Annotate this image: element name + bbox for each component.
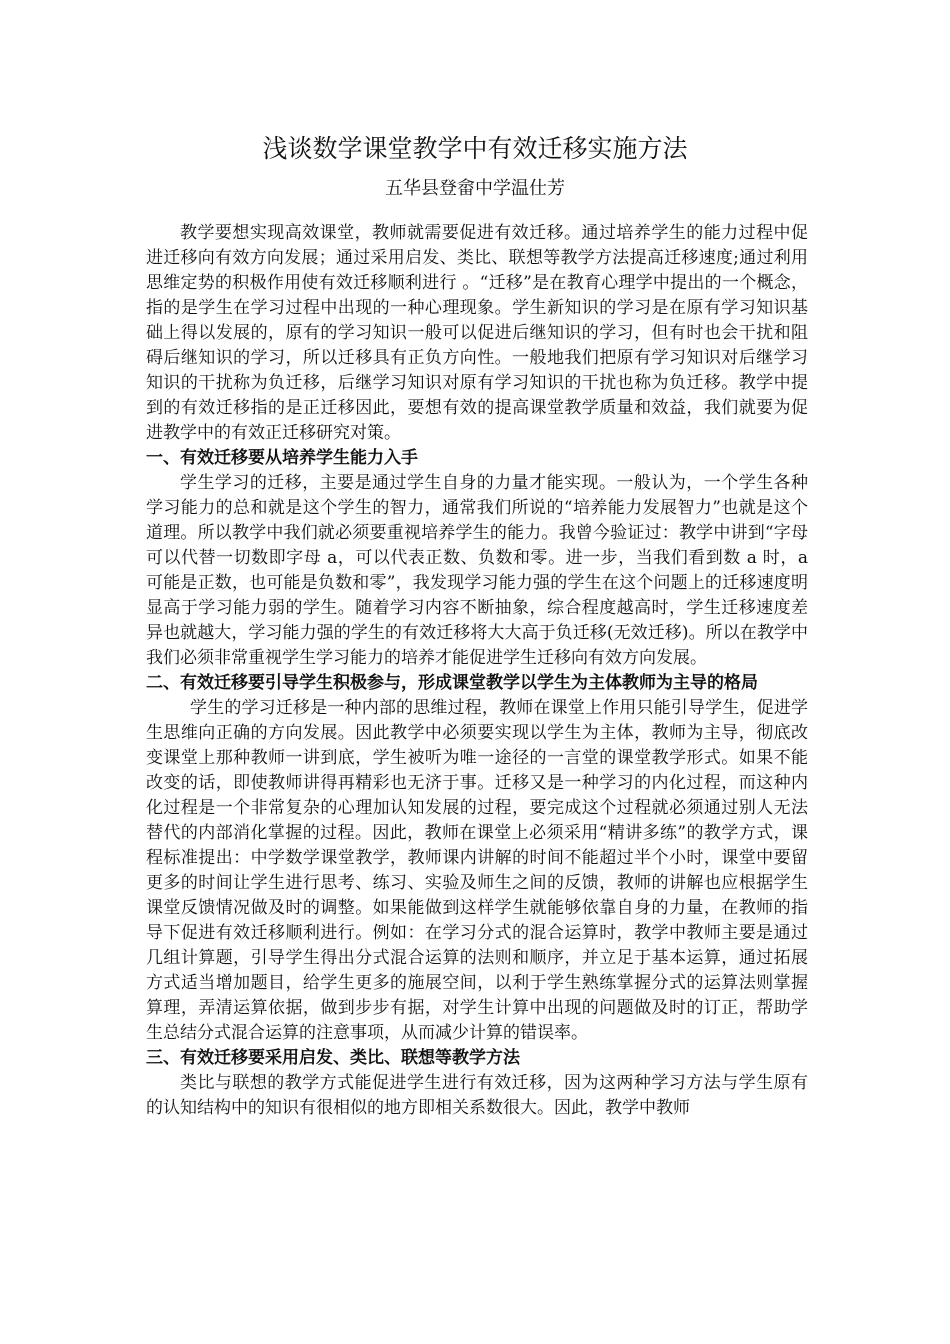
intro-paragraph: 教学要想实现高效课堂，教师就需要促进有效迁移。通过培养学生的能力过程中促进迁移向有效方向发展；通过采用启发、类比、联想等教学方法提高迁移速度;通过利用思维定势的积极作用使有效迁移顺利进行 。“迁移”是在教育心理学中提出的一个概念，指的是学生在学习过程中出现的一种心理现象。学生新知识的学习是在原有学习知识基础上得以发展的，原有的学习知识一般可以促进后继知识的学习，但有时也会干扰和阻碍后继知识的学习，所以迁移具有正负方向性。一般地我们把原有学习知识对后继学习知识的干扰称为负迁移，后继学习知识对原有学习知识的干扰也称为负迁移。教学中提到的有效迁移指的是正迁移因此，要想有效的提高课堂教学质量和效益，我们就要为促进教学中的有效正迁移研究对策。 [146, 223, 808, 443]
document-title: 浅谈数学课堂教学中有效迁移实施方法 [262, 134, 688, 163]
document-author: 五华县登畲中学温仕芳 [385, 178, 565, 199]
section-paragraph: 学生的学习迁移是一种内部的思维过程，教师在课堂上作用只能引导学生，促进学生思维向正确的方向发展。因此教学中必须要实现以学生为主体，教师为主导，彻底改变课堂上那种教师一讲到底，学生被听为唯一途径的一言堂的课堂教学形式。如果不能改变的话，即使教师讲得再精彩也无济于事。迁移又是一种学习的内化过程，而这种内化过程是一个非常复杂的心理加认知发展的过程，要完成这个过程就必须通过别人无法替代的内部消化掌握的过程。因此，教师在课堂上必须采用“精讲多练”的教学方式，课程标准提出：中学数学课堂教学，教师课内讲解的时间不能超过半个小时，课堂中要留更多的时间让学生进行思考、练习、实验及师生之间的反馈，教师的讲解也应根据学生课堂反馈情况做及时的调整。如果能做到这样学生就能够依靠自身的力量，在教师的指导下促进有效迁移顺利进行。例如：在学习分式的混合运算时，教学中教师主要是通过几组计算题，引导学生得出分式混合运算的法则和顺序，并立足于基本运算，通过拓展方式适当增加题目，给学生更多的施展空间，以利于学生熟练掌握分式的运算法则掌握算理，弄清运算依据，做到步步有据，对学生计算中出现的问题做及时的订正，帮助学生总结分式混合运算的注意事项，从而减少计算的错误率。 [146, 698, 808, 1043]
section-heading: 二、有效迁移要引导学生积极参与，形成课堂教学以学生为主体教师为主导的格局 [146, 673, 758, 693]
section-paragraph: 类比与联想的教学方式能促进学生进行有效迁移，因为这两种学习方法与学生原有的认知结构中的知识有很相似的地方即相关系数很大。因此，教学中教师 [146, 1073, 808, 1118]
section-paragraph: 学生学习的迁移，主要是通过学生自身的力量才能实现。一般认为，一个学生各种学习能力的总和就是这个学生的智力，通常我们所说的“培养能力发展智力”也就是这个道理。所以教学中我们就必须要重视培养学生的能力。我曾今验证过：教学中讲到“字母可以代替一切数即字母 a，可以代表正数、负数和零。进一步，当我们看到数 a 时，a 可能是正数，也可能是负数和零”，我发现学习能力强的学生在这个问题上的迁移速度明显高于学习能力弱的学生。随着学习内容不断抽象，综合程度越高时，学生迁移速度差异也就越大，学习能力强的学生的有效迁移将大大高于负迁移(无效迁移)。所以在教学中我们必须非常重视学生学习能力的培养才能促进学生迁移向有效方向发展。 [146, 473, 808, 668]
section-heading: 一、有效迁移要从培养学生能力入手 [146, 448, 418, 468]
section-heading: 三、有效迁移要采用启发、类比、联想等教学方法 [146, 1048, 520, 1068]
document-body [146, 221, 808, 1121]
